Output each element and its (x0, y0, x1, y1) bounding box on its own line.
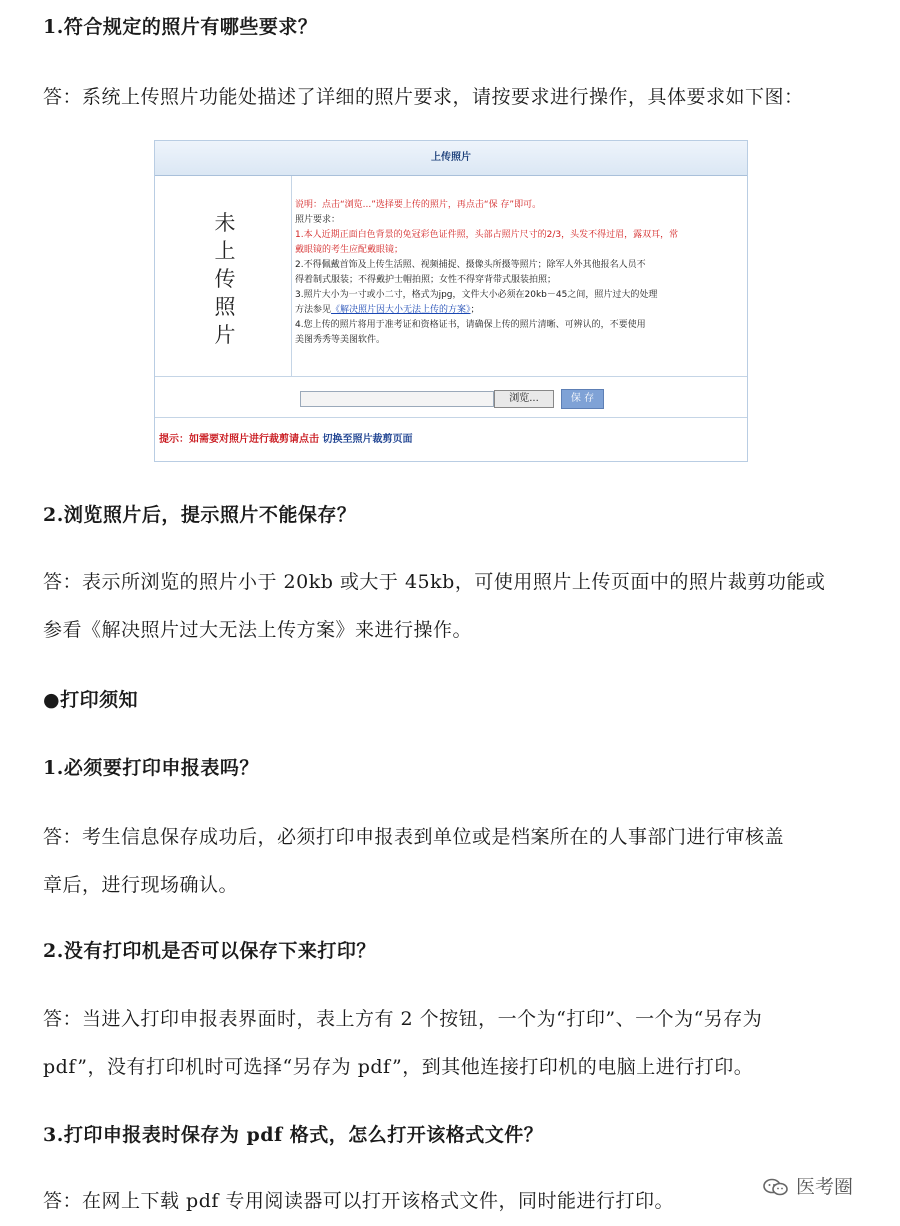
resize-solution-link[interactable]: 《解决照片因大小无法上传的方案》 (331, 305, 471, 315)
browse-button[interactable]: 浏览... (494, 390, 554, 408)
crop-page-link[interactable]: 切换至照片裁剪页面 (322, 434, 413, 445)
file-path-input[interactable] (300, 391, 494, 407)
upload-row (155, 377, 747, 418)
wechat-icon (762, 1177, 790, 1202)
upload-photo-screenshot (154, 140, 748, 462)
placeholder-char: 未 (214, 211, 236, 235)
print-section-title: ●打印须知 (43, 689, 139, 711)
requirement-2a: 2.不得佩戴首饰及上传生活照、视频捕捉、摄像头所摄等照片；除军人外其他报名人员不 (295, 260, 646, 270)
requirement-1b: 戴眼镜的考生应配戴眼镜； (295, 245, 404, 255)
q2-heading: 2.浏览照片后，提示照片不能保存？ (43, 504, 357, 526)
p1-heading: 1.必须要打印申报表吗？ (43, 757, 259, 779)
watermark-text: 医考圈 (796, 1176, 854, 1198)
requirement-3a: 3.照片大小为一寸或小二寸，格式为jpg，文件大小必须在20kb－45之间，照片过大的处理 (295, 290, 658, 300)
q1-heading: 1.符合规定的照片有哪些要求？ (43, 16, 318, 38)
save-button[interactable]: 保 存 (561, 389, 604, 409)
upload-panel-title: 上传照片 (155, 141, 747, 176)
p3-heading: 3.打印申报表时保存为 pdf 格式，怎么打开该格式文件？ (43, 1124, 544, 1146)
photo-placeholder (155, 176, 292, 376)
requirement-3b (295, 303, 741, 318)
placeholder-char: 上 (214, 239, 236, 263)
p2-answer-line2: pdf”，没有打印机时可选择“另存为 pdf”，到其他连接打印机的电脑上进行打印。 (43, 1056, 754, 1078)
requirement-2b: 得着制式服装；不得戴护士帽拍照；女性不得穿背带式服装拍照； (295, 275, 557, 285)
p1-answer-line2: 章后，进行现场确认。 (43, 874, 239, 896)
instruction-line: 说明：点击“浏览...”选择要上传的照片，再点击“保 存”即可。 (295, 200, 542, 210)
requirements-label: 照片要求： (295, 215, 341, 225)
watermark (762, 1172, 853, 1202)
p3-answer: 答：在网上下载 pdf 专用阅读器可以打开该格式文件，同时能进行打印。 (43, 1190, 674, 1212)
requirement-3b-prefix: 方法参见 (295, 305, 332, 315)
q2-answer-line1: 答：表示所浏览的照片小于 20kb 或大于 45kb，可使用照片上传页面中的照片裁剪功能或 (43, 571, 826, 593)
requirement-1a: 1.本人近期正面白色背景的免冠彩色证件照，头部占照片尺寸的2/3，头发不得过眉，露双耳，常 (295, 230, 679, 240)
requirement-3b-suffix: ； (470, 305, 480, 315)
q2-answer-line2: 参看《解决照片过大无法上传方案》来进行操作。 (43, 619, 473, 641)
crop-tip-text: 提示：如需要对照片进行裁剪请点击 (159, 434, 319, 445)
placeholder-char: 照 (214, 295, 236, 319)
crop-tip (159, 419, 412, 461)
placeholder-char: 传 (214, 267, 236, 291)
q1-answer: 答：系统上传照片功能处描述了详细的照片要求，请按要求进行操作，具体要求如下图： (43, 86, 804, 108)
requirements-text (295, 198, 741, 348)
placeholder-char: 片 (214, 323, 236, 347)
requirement-4a: 4.您上传的照片将用于准考证和资格证书，请确保上传的照片清晰、可辨认的，不要使用 (295, 320, 646, 330)
requirement-4b: 美图秀秀等美图软件。 (295, 335, 386, 345)
p2-answer-line1: 答：当进入打印申报表界面时，表上方有 2 个按钮，一个为“打印”、一个为“另存为 (43, 1008, 763, 1030)
upload-panel-body (155, 176, 747, 377)
p1-answer-line1: 答：考生信息保存成功后，必须打印申报表到单位或是档案所在的人事部门进行审核盖 (43, 826, 785, 848)
p2-heading: 2.没有打印机是否可以保存下来打印？ (43, 940, 376, 962)
